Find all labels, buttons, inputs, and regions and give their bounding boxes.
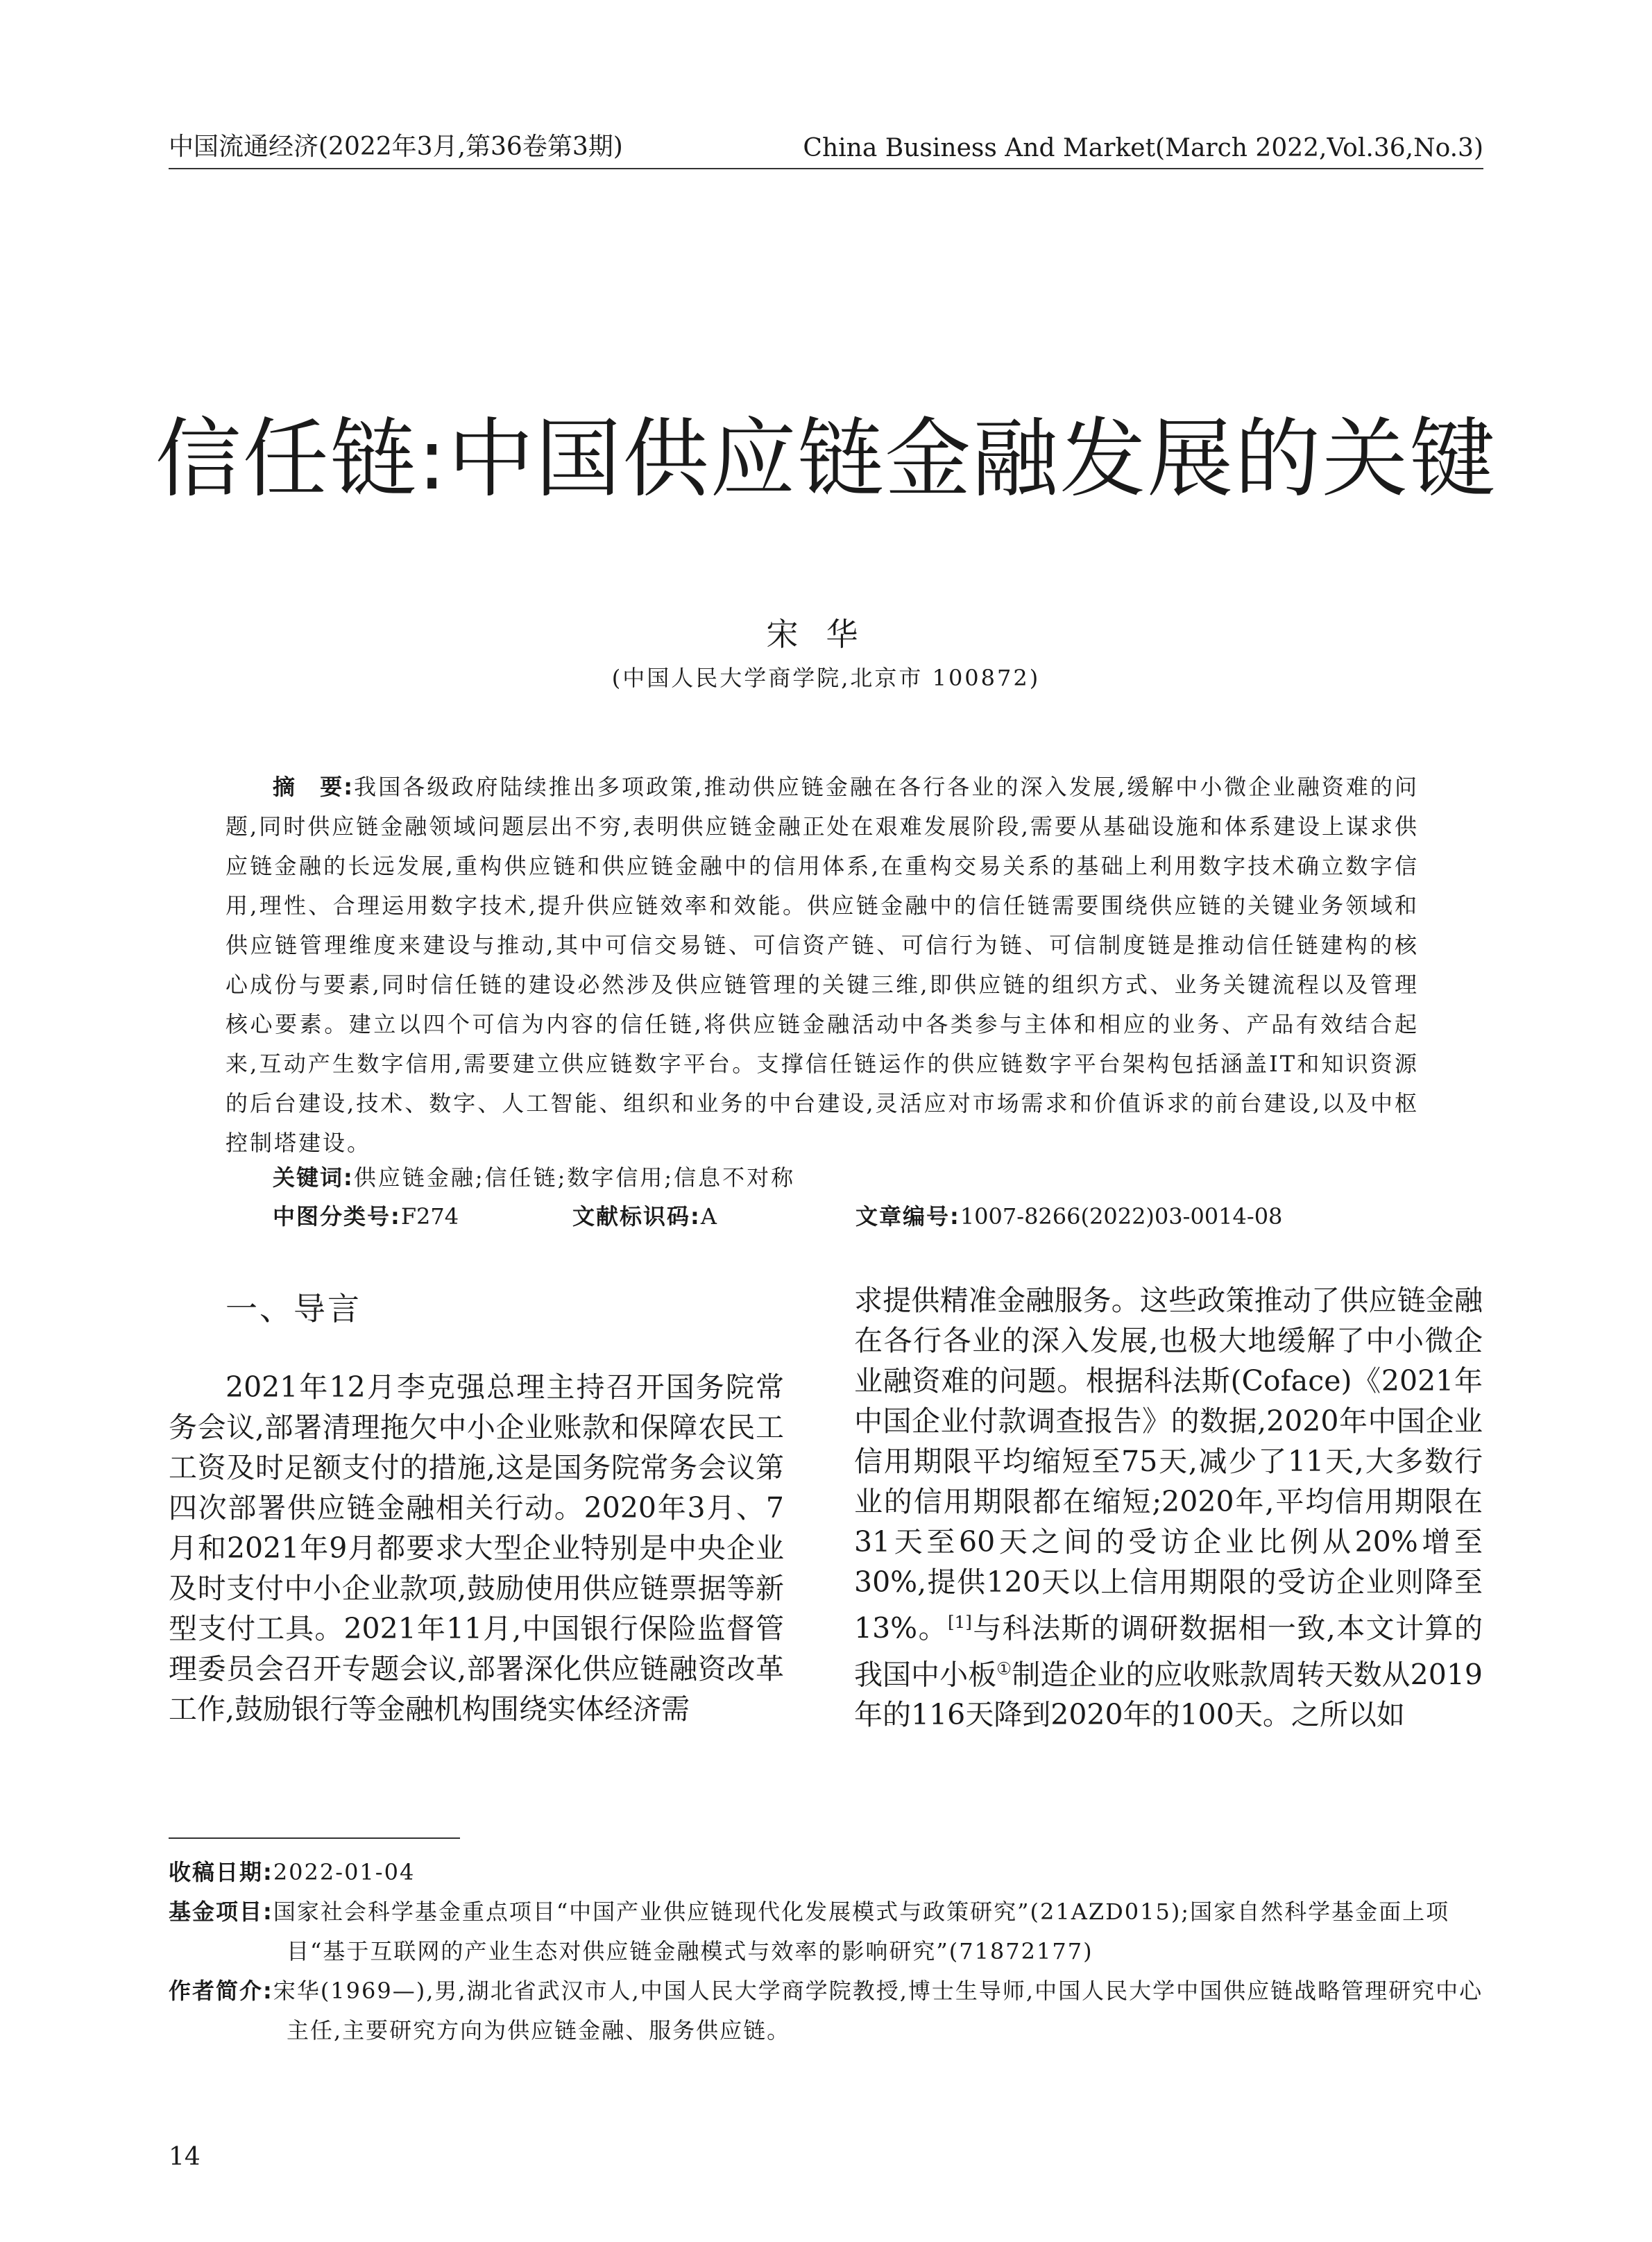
article-number xyxy=(855,1199,1282,1231)
document-code xyxy=(572,1199,717,1231)
received-label: 收稿日期: xyxy=(169,1859,273,1885)
article-no-label: 文章编号: xyxy=(855,1203,960,1230)
abstract-text: 我国各级政府陆续推出多项政策,推动供应链金融在各行各业的深入发展,缓解中小微企业融资难的问题,同时供应链金融领域问题层出不穷,表明供应链金融正处在艰难发展阶段,需要从基础设施和体系建设上谋求供应链金融的长远发展,重构供应链和供应链金融中的信用体系,在重构交易关系的基础上利用数字技术确立数字信用,理性、合理运用数字技术,提升供应链效率和效能。供应链金融中的信任链需要围绕供应链的关键业务领域和供应链管理维度来建设与推动,其中可信交易链、可信资产链、可信行为链、可信制度链是推动信任链建构的核心成份与要素,同时信任链的建设必然涉及供应链管理的关键三维,即供应链的组织方式、业务关键流程以及管理核心要素。建立以四个可信为内容的信任链,将供应链金融活动中各类参与主体和相应的业务、产品有效结合起来,互动产生数字信用,需要建立供应链数字平台。支撑信任链运作的供应链数字平台架构包括涵盖IT和知识资源的后台建设,技术、数字、人工智能、组织和业务的中台建设,灵活应对市场需求和价值诉求的前台建设,以及中枢控制塔建设。 xyxy=(225,774,1419,1156)
body-column-left xyxy=(169,1367,784,1729)
received-value: 2022-01-04 xyxy=(273,1859,416,1885)
body-text: 制造企业的应收账款周转天数从2019年的116天降到2020年的100天。之所以如 xyxy=(854,1658,1483,1732)
footnote-rule xyxy=(169,1837,460,1839)
keywords-text: 供应链金融;信任链;数字信用;信息不对称 xyxy=(353,1164,796,1191)
body-text: 求提供精准金融服务。这些政策推动了供应链金融在各行各业的深入发展,也极大地缓解了中小微企业融资难的问题。根据科法斯(Coface)《2021年中国企业付款调查报告》的数据,2020年中国企业信用期限平均缩短至75天,减少了11天,大多数行业的信用期限都在缩短;2020年,平均信用期限在31天至60天之间的受访企业比例从20%增至30%,提供120天以上信用期限的受访企业则降至13%。 xyxy=(854,1284,1483,1645)
classification-meta xyxy=(273,1199,1355,1234)
running-header xyxy=(169,132,1483,169)
page-number: 14 xyxy=(169,2143,201,2171)
fund-value: 国家社会科学基金重点项目“中国产业供应链现代化发展模式与政策研究”(21AZD015);国家自然科学基金面上项目“基于互联网的产业生态对供应链金融模式与效率的影响研究”(71872177) xyxy=(273,1899,1450,1964)
doc-code-label: 文献标识码: xyxy=(572,1203,701,1230)
keywords-label: 关键词: xyxy=(273,1164,354,1191)
abstract xyxy=(225,767,1419,1163)
abstract-label: 摘 要: xyxy=(273,774,355,800)
doc-code-value: A xyxy=(700,1203,717,1230)
article-title: 信任链:中国供应链金融发展的关键 xyxy=(155,409,1497,509)
section-heading: 一、导言 xyxy=(225,1290,361,1327)
body-paragraph: 2021年12月李克强总理主持召开国务院常务会议,部署清理拖欠中小企业账款和保障农民工工资及时足额支付的措施,这是国务院常务会议第四次部署供应链金融相关行动。2020年3月、7月和2021年9月都要求大型企业特别是中央企业及时支付中小企业款项,鼓励使用供应链票据等新型支付工具。2021年11月,中国银行保险监督管理委员会召开专题会议,部署深化供应链融资改革工作,鼓励银行等金融机构围绕实体经济需 xyxy=(169,1370,784,1726)
received-date xyxy=(169,1853,1484,1892)
body-column-right xyxy=(854,1280,1483,1735)
body-paragraph xyxy=(854,1280,1483,1735)
fund-info xyxy=(169,1892,1484,1971)
clc-number xyxy=(273,1199,459,1231)
clc-value: F274 xyxy=(400,1203,459,1230)
journal-name-cn: 中国流通经济(2022年3月,第36卷第3期) xyxy=(169,133,623,161)
bio-label: 作者简介: xyxy=(169,1978,273,2004)
body-text: 与科法斯的调研数据相一致,本文计算的我国中小板 xyxy=(854,1611,1483,1692)
author-bio xyxy=(169,1971,1484,2050)
article-no-value: 1007-8266(2022)03-0014-08 xyxy=(960,1203,1283,1230)
author-name: 宋华 xyxy=(766,615,886,653)
citation-ref[interactable]: [1] xyxy=(948,1612,972,1632)
clc-label: 中图分类号: xyxy=(273,1203,401,1230)
fund-label: 基金项目: xyxy=(169,1899,273,1925)
author-affiliation: (中国人民大学商学院,北京市 100872) xyxy=(611,665,1041,691)
journal-name-en: China Business And Market(March 2022,Vol.36,No.3) xyxy=(803,134,1483,162)
keywords xyxy=(273,1160,795,1192)
bio-value: 宋华(1969—),男,湖北省武汉市人,中国人民大学商学院教授,博士生导师,中国人民大学中国供应链战略管理研究中心主任,主要研究方向为供应链金融、服务供应链。 xyxy=(273,1978,1483,2044)
footnote-marker[interactable]: ① xyxy=(996,1658,1012,1679)
